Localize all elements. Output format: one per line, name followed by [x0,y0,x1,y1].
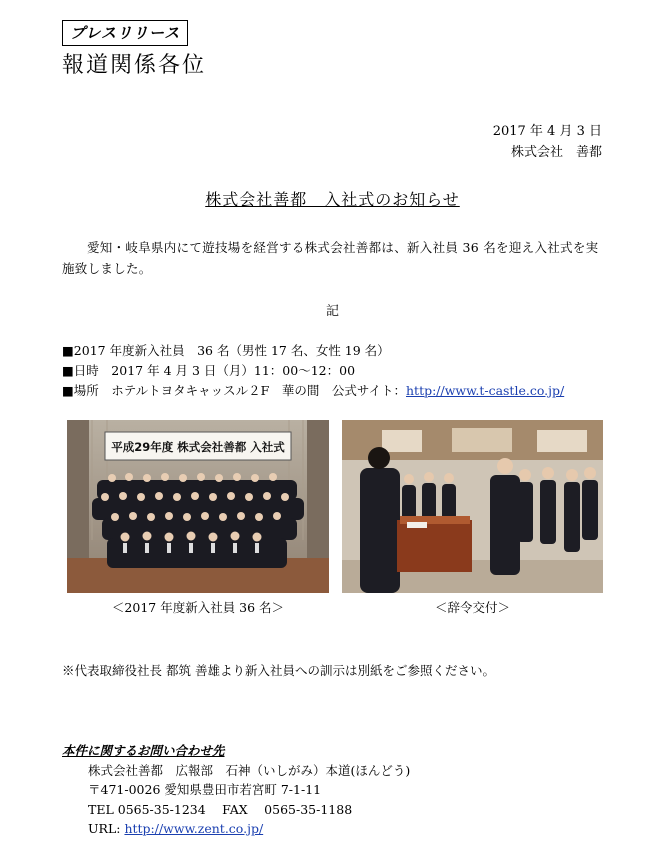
contact-block [62,741,410,839]
venue-site-link[interactable]: http://www.t-castle.co.jp/ [406,383,565,398]
ceremony-photo-image [342,420,603,593]
contact-name: 株式会社善都 広報部 石神（いしがみ）本道(ほんどう) [88,762,411,778]
detail-datetime: ■日時 2017 年 4 月 3 日（月）11：00～12：00 [62,363,356,378]
venue-text: ■場所 ホテルトヨタキャッスル２F 華の間 公式サイト： [62,383,406,398]
note-speech: ※代表取締役社長 都筑 善雄より新入社員への訓示は別紙をご参照ください。 [62,663,495,678]
group-photo-image [67,420,329,593]
company-url-link[interactable]: http://www.zent.co.jp/ [124,821,264,836]
group-photo [67,420,329,593]
document-title: 株式会社善都 入社式のお知らせ [205,190,460,209]
ki-heading: 記 [325,304,339,319]
contact-phone: TEL 0565-35-1234 FAX 0565-35-1188 [88,801,353,817]
banner-text: 平成29年度 株式会社善都 入社式 [111,440,285,454]
url-label: URL: [88,821,125,836]
addressee: 報道関係各位 [62,53,207,78]
contact-heading: 本件に関するお問い合わせ先 [62,743,225,758]
event-details [62,341,564,401]
contact-url-line [62,819,410,839]
detail-new-employees: ■2017 年度新入社員 36 名（男性 17 名、女性 19 名） [62,343,390,358]
body-paragraph: 愛知・岐阜県内にて遊技場を経営する株式会社善都は、新入社員 36 名を迎え入社式を実施致しました。 [62,240,599,276]
caption-group-photo: ＜2017 年度新入社員 36 名＞ [111,600,285,615]
release-date: 2017 年 4 月 3 日 [492,124,602,139]
caption-ceremony-photo: ＜辞令交付＞ [434,600,510,615]
ceremony-photo [342,420,603,593]
press-release-badge: プレスリリース [62,20,188,46]
contact-address: 〒471-0026 愛知県豊田市若宮町 7-1-11 [88,782,322,797]
company-name: 株式会社 善都 [510,145,602,160]
detail-venue [62,381,564,401]
